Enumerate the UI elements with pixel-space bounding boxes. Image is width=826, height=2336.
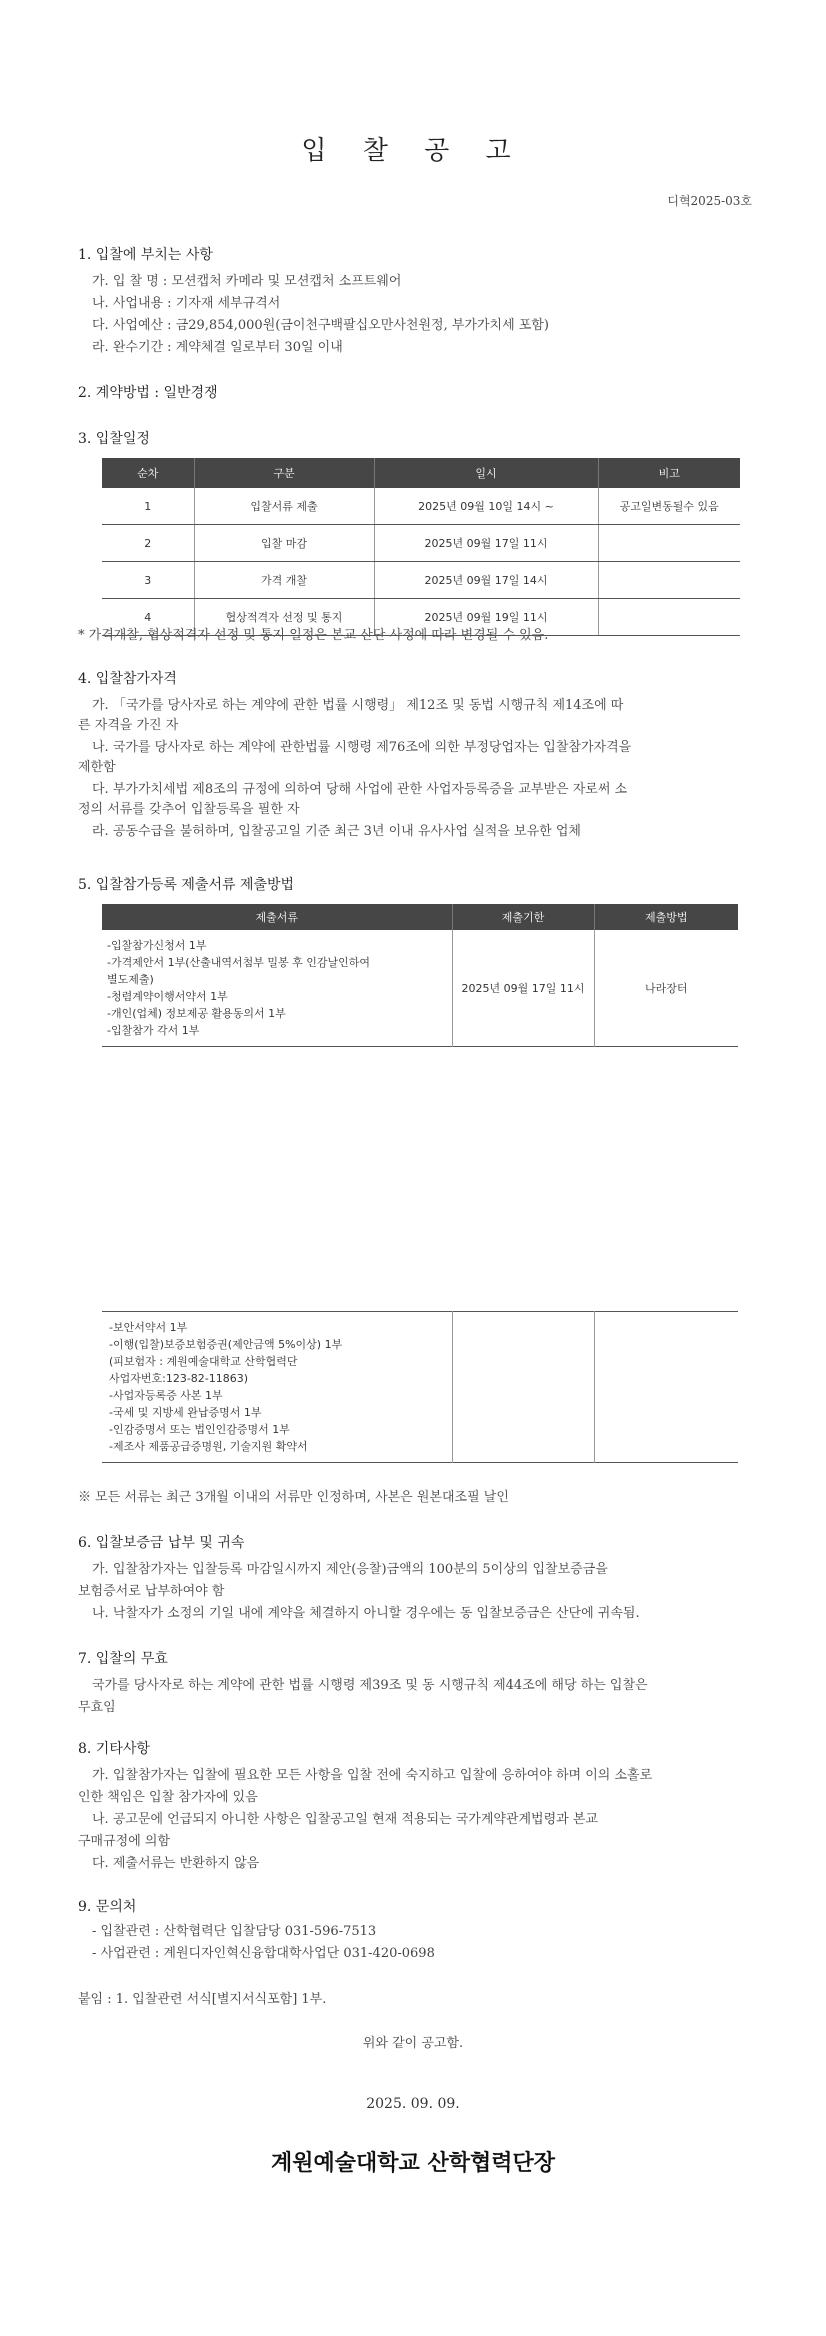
section-4-line: 제한함 bbox=[78, 760, 116, 775]
list-item: -사업자등록증 사본 1부 bbox=[109, 1389, 223, 1402]
section-2-heading: 2. 계약방법 : 일반경쟁 bbox=[78, 385, 218, 401]
section-6-line: 가. 입찰참가자는 입찰등록 마감일시까지 제안(응찰)금액의 100분의 5이상의 입찰보증금을 bbox=[92, 1562, 608, 1577]
table-cell: 공고일변동될수 있음 bbox=[598, 488, 740, 525]
list-item: 사업자번호:123-82-11863) bbox=[109, 1372, 249, 1385]
list-item: -이행(입찰)보증보험증권(제안금액 5%이상) 1부 bbox=[109, 1338, 343, 1351]
schedule-header-row bbox=[102, 458, 740, 488]
announcement-date: 2025. 09. 09. bbox=[366, 2096, 460, 2112]
page-title: 입 찰 공 고 bbox=[301, 136, 525, 166]
signature: 계원예술대학교 산학협력단장 bbox=[271, 2151, 555, 2176]
section-1-line: 가. 입 찰 명 : 모션캡처 카메라 및 모션캡처 소프트웨어 bbox=[92, 274, 402, 289]
section-8-line: 인한 책임은 입찰 참가자에 있음 bbox=[78, 1790, 258, 1805]
section-9-heading: 9. 문의처 bbox=[78, 1899, 137, 1915]
section-4-line: 다. 부가가치세법 제8조의 규정에 의하여 당해 사업에 관한 사업자등록증을 교부받은 자로써 소 bbox=[92, 782, 628, 797]
list-item: -입찰참가 각서 1부 bbox=[107, 1024, 200, 1037]
table-cell: 2 bbox=[102, 525, 194, 562]
section-1-heading: 1. 입찰에 부치는 사항 bbox=[78, 247, 213, 263]
documents-list-cell bbox=[102, 1312, 452, 1463]
table-cell: 협상적격자 선정 및 통지 bbox=[194, 599, 374, 636]
section-3-heading: 3. 입찰일정 bbox=[78, 431, 150, 447]
schedule-header-cell: 일시 bbox=[374, 458, 598, 488]
table-cell: 2025년 09월 17일 11시 bbox=[374, 525, 598, 562]
table-cell: 4 bbox=[102, 599, 194, 636]
section-7-line: 무효임 bbox=[78, 1700, 116, 1715]
documents-note: ※ 모든 서류는 최근 3개월 이내의 서류만 인정하며, 사본은 원본대조필 날인 bbox=[78, 1490, 509, 1505]
list-item: -청렴계약이행서약서 1부 bbox=[107, 990, 228, 1003]
table-cell bbox=[452, 1312, 594, 1463]
section-4-line: 가. 「국가를 당사자로 하는 계약에 관한 법률 시행령」 제12조 및 동법 시행규칙 제14조에 따 bbox=[92, 698, 624, 713]
documents-table-continued bbox=[102, 1311, 738, 1463]
table-cell: 1 bbox=[102, 488, 194, 525]
section-4-line: 정의 서류를 갖추어 입찰등록을 필한 자 bbox=[78, 802, 300, 817]
list-item: -보안서약서 1부 bbox=[109, 1321, 188, 1334]
schedule-table bbox=[102, 458, 740, 636]
documents-header-row bbox=[102, 904, 738, 930]
table-cell: 가격 개찰 bbox=[194, 562, 374, 599]
section-7-heading: 7. 입찰의 무효 bbox=[78, 1651, 168, 1667]
table-row bbox=[102, 488, 740, 525]
list-item: -제조사 제품공급증명원, 기술지원 확약서 bbox=[109, 1440, 308, 1453]
section-4-line: 른 자격을 가진 자 bbox=[78, 718, 179, 733]
table-cell: 2025년 09월 10일 14시 ~ bbox=[374, 488, 598, 525]
table-cell bbox=[598, 562, 740, 599]
table-cell bbox=[598, 599, 740, 636]
method-cell: 나라장터 bbox=[644, 982, 688, 995]
schedule-note: * 가격개찰, 협상적격자 선정 및 통지 일정은 본교 산단 사정에 따라 변경될 수 있음. bbox=[78, 628, 549, 643]
section-8-line: 나. 공고문에 언급되지 아니한 사항은 입찰공고일 현재 적용되는 국가계약관계법령과 본교 bbox=[92, 1812, 598, 1827]
section-8-line: 가. 입찰참가자는 입찰에 필요한 모든 사항을 입찰 전에 숙지하고 입찰에 응하여야 하며 이의 소홀로 bbox=[92, 1768, 653, 1783]
section-6-line: 보험증서로 납부하여야 함 bbox=[78, 1584, 225, 1599]
list-item: -개인(업체) 정보제공 활용동의서 1부 bbox=[107, 1007, 286, 1020]
section-8-heading: 8. 기타사항 bbox=[78, 1741, 150, 1757]
table-cell bbox=[594, 1312, 738, 1463]
table-row bbox=[102, 525, 740, 562]
schedule-header-cell: 구분 bbox=[194, 458, 374, 488]
section-1-line: 다. 사업예산 : 금29,854,000원(금이천구백팔십오만사천원정, 부가가치세 포함) bbox=[92, 318, 549, 333]
section-8-line: 다. 제출서류는 반환하지 않음 bbox=[92, 1856, 260, 1871]
table-row bbox=[102, 1312, 738, 1463]
section-7-line: 국가를 당사자로 하는 계약에 관한 법률 시행령 제39조 및 동 시행규칙 제44조에 해당 하는 입찰은 bbox=[92, 1678, 648, 1693]
documents-header-cell: 제출서류 bbox=[102, 904, 452, 930]
list-item: -입찰참가신청서 1부 bbox=[107, 939, 207, 952]
section-4-line: 라. 공동수급을 불허하며, 입찰공고일 기준 최근 3년 이내 유사사업 실적을 보유한 업체 bbox=[92, 824, 581, 839]
section-4-heading: 4. 입찰참가자격 bbox=[78, 671, 177, 687]
section-8-line: 구매규정에 의함 bbox=[78, 1834, 171, 1849]
table-cell: 입찰서류 제출 bbox=[194, 488, 374, 525]
table-cell: 2025년 09월 19일 11시 bbox=[374, 599, 598, 636]
list-item: -국세 및 지방세 완납증명서 1부 bbox=[109, 1406, 262, 1419]
table-cell: 3 bbox=[102, 562, 194, 599]
schedule-header-cell: 순차 bbox=[102, 458, 194, 488]
table-row bbox=[102, 562, 740, 599]
list-item: -인감증명서 또는 법인인감증명서 1부 bbox=[109, 1423, 290, 1436]
section-4-line: 나. 국가를 당사자로 하는 계약에 관한법률 시행령 제76조에 의한 부정당업자는 입찰참가자격을 bbox=[92, 740, 632, 755]
section-1-line: 나. 사업내용 : 기자재 세부규격서 bbox=[92, 296, 281, 311]
documents-list bbox=[103, 1313, 451, 1461]
list-item: 별도제출) bbox=[107, 973, 154, 986]
table-row bbox=[102, 930, 738, 1047]
documents-header-cell: 제출방법 bbox=[594, 904, 738, 930]
section-6-heading: 6. 입찰보증금 납부 및 귀속 bbox=[78, 1535, 245, 1551]
table-cell bbox=[598, 525, 740, 562]
section-5-heading: 5. 입찰참가등록 제출서류 제출방법 bbox=[78, 877, 295, 893]
contact-line: - 사업관련 : 계원디자인혁신융합대학사업단 031-420-0698 bbox=[92, 1946, 435, 1961]
documents-header-cell: 제출기한 bbox=[452, 904, 594, 930]
attachment-note: 붙임 : 1. 입찰관련 서식[별지서식포함] 1부. bbox=[78, 1992, 327, 2007]
documents-list bbox=[103, 931, 451, 1045]
section-1-line: 라. 완수기간 : 계약체결 일로부터 30일 이내 bbox=[92, 340, 343, 355]
contact-line: - 입찰관련 : 산학협력단 입찰담당 031-596-7513 bbox=[92, 1924, 377, 1939]
table-cell: 2025년 09월 17일 14시 bbox=[374, 562, 598, 599]
closing-text: 위와 같이 공고함. bbox=[362, 2036, 464, 2051]
schedule-header-cell: 비고 bbox=[598, 458, 740, 488]
table-cell: 입찰 마감 bbox=[194, 525, 374, 562]
deadline-cell: 2025년 09월 17일 11시 bbox=[452, 930, 594, 1047]
list-item: (피보험자 : 계원예술대학교 산학협력단 bbox=[109, 1355, 298, 1368]
section-6-line: 나. 낙찰자가 소정의 기일 내에 계약을 체결하지 아니할 경우에는 동 입찰보증금은 산단에 귀속됨. bbox=[92, 1606, 640, 1621]
document-number: 디혁2025-03호 bbox=[667, 194, 752, 208]
documents-list-cell bbox=[102, 930, 452, 1047]
list-item: -가격제안서 1부(산출내역서첨부 밀봉 후 인감날인하여 bbox=[107, 956, 371, 969]
documents-table bbox=[102, 904, 738, 1047]
